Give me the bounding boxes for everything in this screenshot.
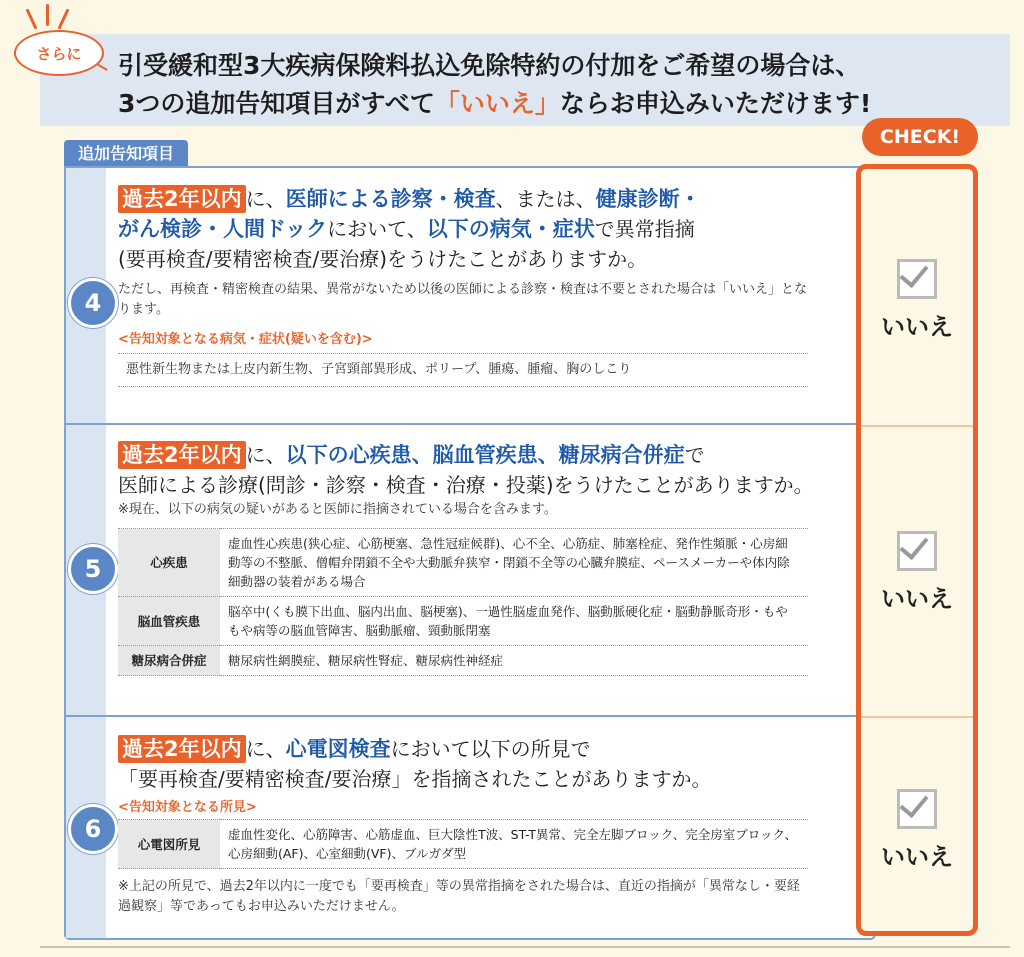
answer-4 (861, 259, 973, 342)
q6-finding-table (118, 819, 808, 869)
answer-column (856, 164, 978, 936)
checkbox-4[interactable] (897, 259, 937, 299)
headline-line2 (118, 84, 871, 120)
q4-target-body: 悪性新生物または上皮内新生物、子宮頸部異形成、ポリープ、腫瘍、腫瘤、胸のしこり (118, 353, 808, 387)
divider-5-6 (66, 715, 872, 717)
q5-row-key: 心疾患 (118, 529, 220, 597)
spark-left (25, 8, 37, 29)
q6-t1: に、 (245, 737, 286, 761)
q4-t3: において、 (327, 217, 427, 241)
answer-5-label: いいえ (881, 585, 953, 613)
q6-tag: 過去2年以内 (118, 735, 246, 763)
q5-tag: 過去2年以内 (118, 441, 246, 469)
q6-target-title: <告知対象となる所見> (118, 800, 257, 815)
section-tab: 追加告知項目 (64, 140, 188, 168)
q6-t2: において以下の所見で (390, 737, 591, 761)
table-row (118, 646, 808, 676)
question-number-6: 6 (68, 804, 118, 854)
q6-line2: 「要再検査/要精密検査/要治療」を指摘されたことがありますか。 (118, 767, 712, 791)
checkmark-icon (900, 788, 929, 818)
headline-line2-a: 3つの追加告知項目がすべて (118, 89, 435, 118)
table-row (118, 529, 808, 597)
question-4 (118, 184, 862, 387)
q4-t1: に、 (245, 187, 286, 211)
checkbox-6[interactable] (897, 789, 937, 829)
questions-panel (64, 166, 876, 940)
table-row (118, 597, 808, 646)
checkmark-icon (900, 258, 929, 288)
answer-6-label: いいえ (881, 843, 953, 871)
q5-b1: 以下の心疾患、脳血管疾患、糖尿病合併症 (285, 443, 685, 467)
q5-row-value: 虚血性心疾患(狭心症、心筋梗塞、急性冠症候群)、心不全、心筋症、肺塞栓症、発作性頻脈・心房細動等の不整脈、僧帽弁閉鎖不全や大動脈弁狭窄・閉鎖不全等の心臓弁膜症、ペースメーカーや体内除細動器の装着がある場合 (220, 529, 808, 597)
q4-line1 (118, 184, 862, 214)
spark-right (57, 8, 69, 29)
q6-row-key: 心電図所見 (118, 820, 220, 869)
q5-row-key: 糖尿病合併症 (118, 646, 220, 676)
q4-target-title: <告知対象となる病気・症状(疑いを含む)> (118, 332, 373, 347)
table-row (118, 820, 808, 869)
q4-line3: (要再検査/要精密検査/要治療)をうけたことがありますか。 (118, 247, 648, 271)
bottom-rule (40, 946, 1010, 948)
q4-note: ただし、再検査・精密検査の結果、異常がないため以後の医師による診察・検査は不要とされた場合は「いいえ」となります。 (118, 282, 808, 317)
q5-t1: に、 (245, 443, 286, 467)
headline-line2-c: ならお申込みいただけます! (559, 89, 872, 118)
q6-line1 (118, 734, 862, 764)
q4-b2: 健康診断・ (595, 187, 701, 211)
q4-tag: 過去2年以内 (118, 185, 246, 213)
checkmark-icon (900, 530, 929, 560)
q4-b4: 以下の病気・症状 (426, 217, 595, 241)
divider-4-5 (66, 423, 872, 425)
check-label: CHECK! (862, 118, 978, 156)
q4-b1: 医師による診察・検査 (285, 187, 496, 211)
answer-divider-4-5 (861, 425, 973, 427)
headline-line1: 引受緩和型3大疾病保険料払込免除特約の付加をご希望の場合は、 (118, 51, 861, 80)
answer-5 (861, 531, 973, 614)
q5-row-value: 糖尿病性網膜症、糖尿病性腎症、糖尿病性神経症 (220, 646, 808, 676)
q5-row-key: 脳血管疾患 (118, 597, 220, 646)
q5-line1 (118, 440, 862, 470)
sarani-badge: さらに (14, 30, 104, 76)
q4-line2 (118, 214, 862, 244)
checkbox-5[interactable] (897, 531, 937, 571)
q6-note: ※上記の所見で、過去2年以内に一度でも「要再検査」等の異常指摘をされた場合は、直近の指摘が「異常なし・要経過観察」等であってもお申込みいただけません。 (118, 879, 800, 914)
q5-note: ※現在、以下の病気の疑いがあると医師に指摘されている場合を含みます。 (118, 502, 557, 517)
q4-t4: で異常指摘 (594, 217, 695, 241)
q6-row-value: 虚血性変化、心筋障害、心筋虚血、巨大陰性T波、ST-T異常、完全左脚ブロック、完全房室ブロック、心房細動(AF)、心室細動(VF)、ブルガダ型 (220, 820, 808, 869)
question-number-4: 4 (68, 278, 118, 328)
answer-divider-5-6 (861, 716, 973, 718)
spark-mid (46, 4, 49, 26)
question-5 (118, 440, 862, 676)
answer-6 (861, 789, 973, 872)
q6-b1: 心電図検査 (285, 737, 391, 761)
q4-t2: 、または、 (495, 187, 596, 211)
question-6 (118, 734, 862, 917)
headline-line2-no: 「いいえ」 (434, 89, 560, 118)
q5-t2: で (684, 443, 705, 467)
q5-disease-table (118, 528, 808, 676)
q4-b3: がん検診・人間ドック (118, 217, 328, 241)
question-number-5: 5 (68, 544, 118, 594)
q5-row-value: 脳卒中(くも膜下出血、脳内出血、脳梗塞)、一過性脳虚血発作、脳動脈硬化症・脳動静脈奇形・もやもや病等の脳血管障害、脳動脈瘤、頸動脈閉塞 (220, 597, 808, 646)
q5-line2: 医師による診療(問診・診察・検査・治療・投薬)をうけたことがありますか。 (118, 473, 814, 497)
answer-4-label: いいえ (881, 313, 953, 341)
